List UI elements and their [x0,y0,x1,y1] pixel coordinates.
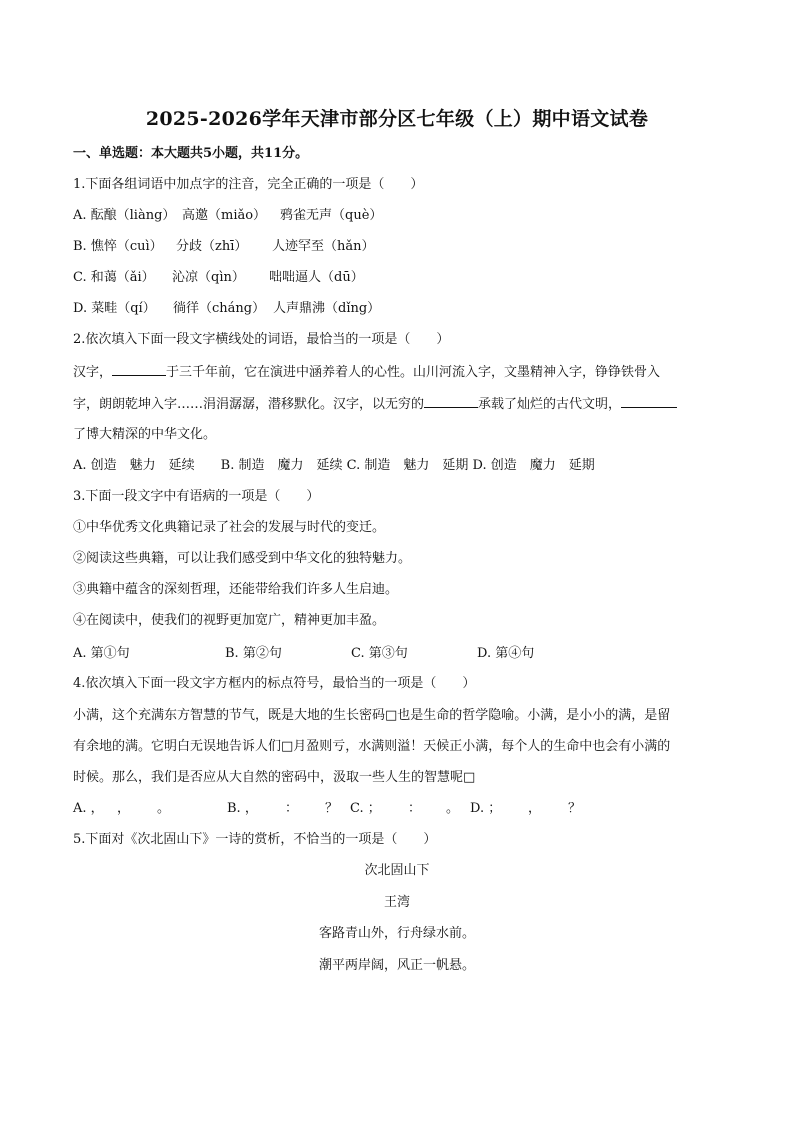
q2-p2-mid: 承载了灿烂的古代文明， [478,397,622,412]
q4-b-2: ： [285,801,299,816]
q1-option-c [73,269,723,287]
q1-stem: 1.下面各组词语中加点字的注音，完全正确的一项是（ ） [73,177,424,192]
q3-sentence-4: ④在阅读中，使我们的视野更加宽广，精神更加丰盈。 [73,613,386,628]
poem-title: 次北固山下 [364,863,430,878]
q4-d-1: D. ； [470,801,502,816]
q4-a-1: A. ， [73,801,104,816]
q1-a-1: A. 酝酿（liàng） [73,208,176,223]
q2-p2-start: 字，朗朗乾坤入字……涓涓潺潺，潜移默化。汉字，以无穷的 [73,397,425,412]
q2-options: A. 创造 魅力 延续 B. 制造 魔力 延续 C. 制造 魅力 延期 D. 创造 魔力 延期 [73,458,595,473]
q3-option-a: A. 第①句 [73,646,130,661]
q4-passage-line2: 有余地的满。它明白无误地告诉人们□月盈则亏，水满则溢！天候正小满，每个人的生命中也会有小满的 [73,739,671,754]
q2-p1-end: 于三千年前，它在演进中涵养着人的心性。山川河流入字，文墨精神入字，铮铮铁骨入 [166,365,661,380]
q4-options [73,800,723,818]
q2-passage-line3: 了博大精深的中华文化。 [73,427,217,442]
q1-d-2: 徜徉（cháng） [173,301,266,316]
q2-stem: 2.依次填入下面一段文字横线处的词语，最恰当的一项是（ ） [73,332,450,347]
q4-d-3: ？ [568,801,582,816]
q3-sentence-3: ③典籍中蕴含的深刻哲理，还能带给我们许多人生启迪。 [73,582,399,597]
poem-line-2: 潮平两岸阔，风正一帆悬。 [318,958,475,973]
q3-option-c: C. 第③句 [351,646,408,661]
q1-c-1: C. 和蔼（ǎi） [73,270,155,285]
q4-d-2: ， [528,801,542,816]
q1-option-b [73,238,723,256]
q4-passage-line3: 时候。那么，我们是否应从大自然的密码中，汲取一些人生的智慧呢□ [73,770,476,785]
q1-a-3: 鸦雀无声（què） [280,208,383,223]
q1-option-a [73,207,723,225]
q1-c-3: 咄咄逼人（dū） [269,270,364,285]
q4-c-3: 。 [446,801,460,816]
q2-blank-3 [621,395,677,408]
q4-passage-line1: 小满，这个充满东方智慧的节气，既是大地的生长密码□也是生命的哲学隐喻。小满，是小小的满，是留 [73,708,671,723]
q3-sentence-1: ①中华优秀文化典籍记录了社会的发展与时代的变迁。 [73,520,386,535]
q1-b-2: 分歧（zhī） [176,239,248,254]
q4-c-1: C. ； [350,801,381,816]
q2-blank-1 [112,363,166,376]
q1-d-1: D. 菜畦（qí） [73,301,156,316]
q1-d-3: 人声鼎沸（dǐng） [273,301,381,316]
q1-a-2: 高邀（miǎo） [182,208,267,223]
q3-stem: 3.下面一段文字中有语病的一项是（ ） [73,489,320,504]
q1-option-d [73,300,723,318]
q3-options [73,645,723,663]
exam-title: 2025-2026学年天津市部分区七年级（上）期中语文试卷 [145,108,649,130]
q1-b-3: 人迹罕至（hǎn） [272,239,375,254]
q5-stem: 5.下面对《次北固山下》一诗的赏析，不恰当的一项是（ ） [73,832,437,847]
q2-blank-2 [424,395,478,408]
poem-author: 王湾 [383,895,410,910]
q3-option-b: B. 第②句 [225,646,282,661]
q1-c-2: 沁凉（qìn） [172,270,245,285]
q2-passage-line1 [73,363,723,382]
q1-b-1: B. 憔悴（cuì） [73,239,163,254]
q3-option-d: D. 第④句 [477,646,535,661]
q4-a-3: 。 [157,801,171,816]
q4-b-3: ？ [325,801,339,816]
q3-sentence-2: ②阅读这些典籍，可以让我们感受到中华文化的独特魅力。 [73,551,412,566]
poem-line-1: 客路青山外，行舟绿水前。 [318,926,475,941]
q4-c-2: ： [408,801,422,816]
q2-passage-line2 [73,395,723,414]
q4-stem: 4.依次填入下面一段文字方框内的标点符号，最恰当的一项是（ ） [73,676,476,691]
q4-b-1: B. ， [227,801,258,816]
section-header: 一、单选题：本大题共5小题，共11分。 [73,146,309,161]
q4-a-2: ， [117,801,131,816]
q2-p1-start: 汉字， [73,365,113,380]
